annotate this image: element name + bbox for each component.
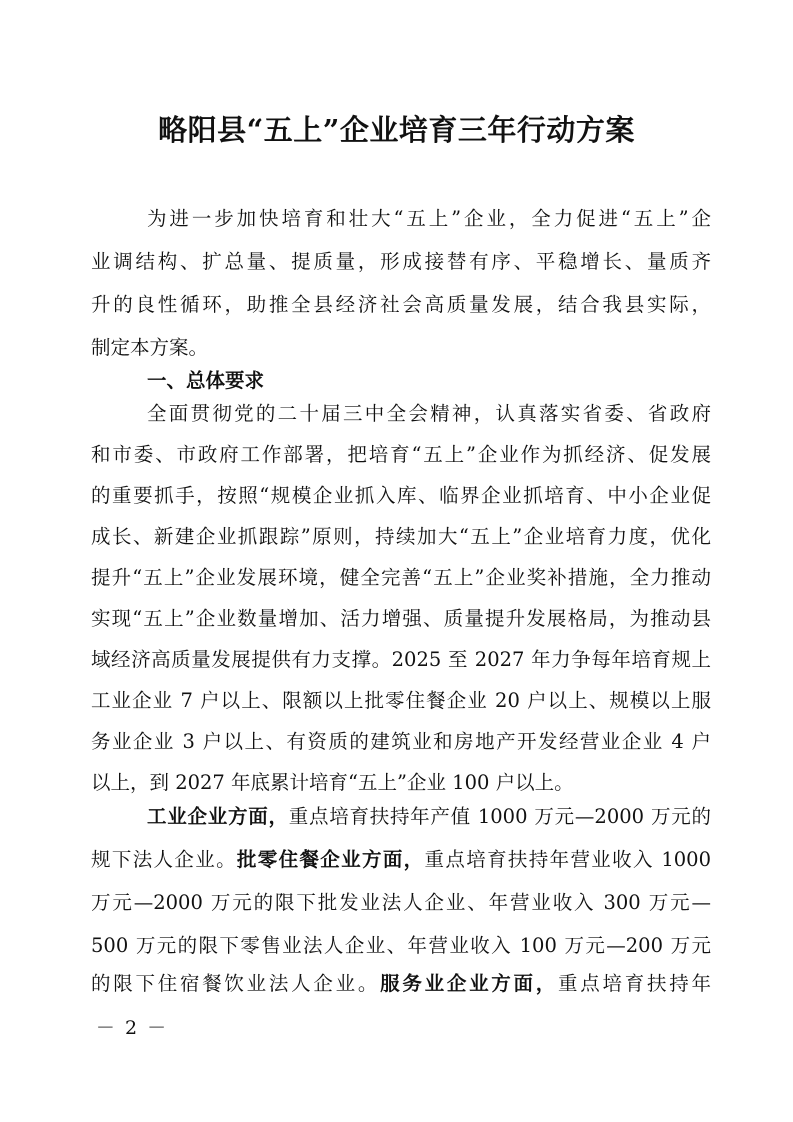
industry-heading: 工业企业方面，: [147, 805, 289, 828]
service-heading: 服务业企业方面，: [380, 972, 559, 995]
section1-line-1: 全面贯彻党的二十届三中全会精神，认真落实省委、省政府: [147, 402, 711, 425]
section1-line-10: 以上，到 2027 年底累计培育“五上”企业 100 户以上。: [91, 771, 574, 794]
section-heading-general-requirements: 一、总体要求: [147, 369, 265, 392]
para3-line-1-text: 重点培育扶持年产值 1000 万元—2000 万元的: [288, 805, 711, 828]
section1-line-3: 的重要抓手，按照“规模企业抓入库、临界企业抓培育、中小企业促: [91, 484, 711, 507]
page-number: － 2 －: [95, 1017, 169, 1039]
section1-line-4: 成长、新建企业抓跟踪”原则，持续加大“五上”企业培育力度，优化: [91, 525, 711, 548]
intro-line-2: 业调结构、扩总量、提质量，形成接替有序、平稳增长、量质齐: [91, 250, 711, 273]
para3-line-4: 500 万元的限下零售业法人企业、年营业收入 100 万元—200 万元: [91, 934, 711, 957]
section1-line-2: 和市委、市政府工作部署，把培育“五上”企业作为抓经济、促发展: [91, 443, 711, 466]
intro-line-4: 制定本方案。: [91, 336, 209, 359]
section1-line-8: 工业企业 7 户以上、限额以上批零住餐企业 20 户以上、规模以上服: [91, 689, 711, 712]
para3-line-5: [91, 969, 711, 999]
intro-line-3: 升的良性循环，助推全县经济社会高质量发展，结合我县实际，: [91, 293, 711, 316]
intro-line-1: 为进一步加快培育和壮大“五上”企业，全力促进“五上”企: [147, 207, 711, 230]
para3-line-3: 万元—2000 万元的限下批发业法人企业、年营业收入 300 万元—: [91, 891, 711, 914]
para3-line-5-text: 重点培育扶持年: [558, 972, 711, 995]
section1-line-6: 实现“五上”企业数量增加、活力增强、质量提升发展格局，为推动县: [91, 607, 711, 630]
para3-line-2-start: 规下法人企业。: [91, 848, 237, 871]
section1-line-5: 提升“五上”企业发展环境，健全完善“五上”企业奖补措施，全力推动: [91, 566, 711, 589]
page-title: 略阳县“五上”企业培育三年行动方案: [158, 113, 635, 147]
para3-line-2: [91, 845, 711, 875]
para3-line-2-text: 重点培育扶持年营业收入 1000: [424, 848, 711, 871]
section1-line-9: 务业企业 3 户以上、有资质的建筑业和房地产开发经营业企业 4 户: [91, 730, 711, 753]
retail-catering-heading: 批零住餐企业方面，: [236, 848, 425, 871]
para3-line-5-start: 的限下住宿餐饮业法人企业。: [91, 972, 381, 995]
section1-line-7: 域经济高质量发展提供有力支撑。2025 至 2027 年力争每年培育规上: [91, 648, 711, 671]
para3-line-1: [91, 802, 711, 832]
